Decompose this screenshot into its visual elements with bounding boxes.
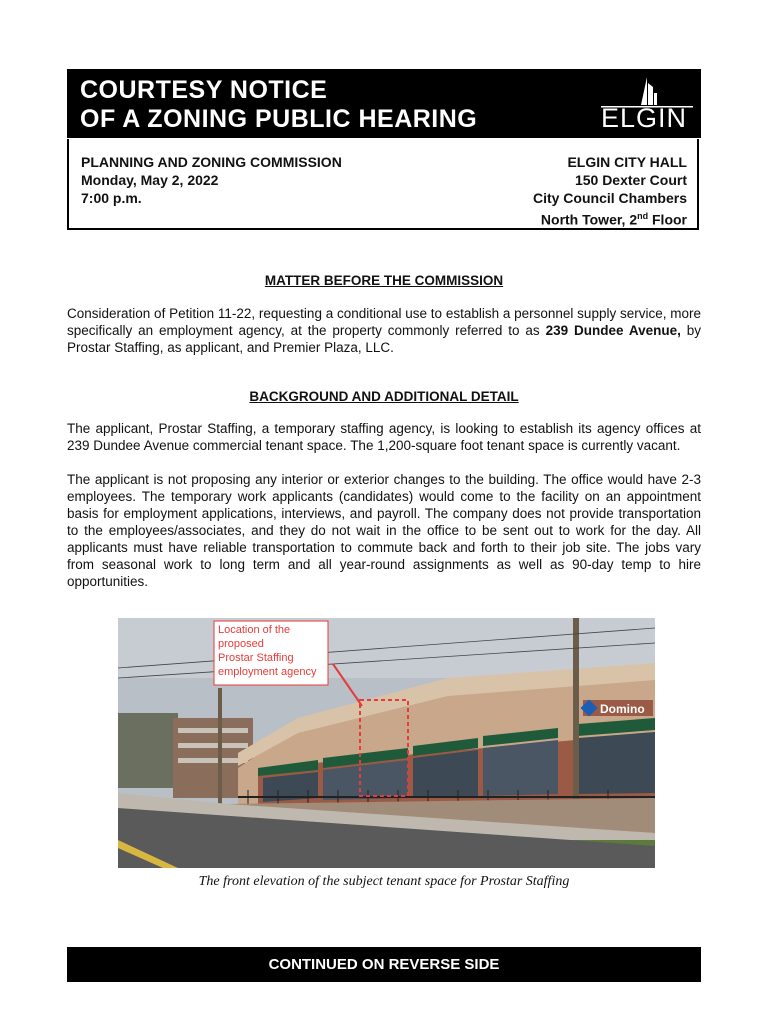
photo-caption: The front elevation of the subject tenant space for Prostar Staffing xyxy=(198,874,570,889)
storefront-illustration xyxy=(118,618,655,868)
matter-paragraph: Consideration of Petition 11-22, requesting a conditional use to establish a personnel supply service, more specifically an employment agency, at the property commonly referred to as 239 Dundee Avenue, by Prostar Staffing, as applicant, and Premier Plaza, LLC. xyxy=(67,306,701,355)
notice-title xyxy=(80,76,477,134)
background-paragraph-1: The applicant, Prostar Staffing, a temporary staffing agency, is looking to establish its agency offices at 239 Dundee Avenue commercial tenant space. The 1,200-square foot tenant space is currently vacant. xyxy=(67,421,701,453)
background-paragraph-2: The applicant is not proposing any interior or exterior changes to the building. The office would have 2-3 employees. The temporary work applicants (candidates) would come to the facility on an appointment basis for employment applications, interviews, and payroll. The company does not provide transportation to the employees/associates, and they do not wait in the office to be sent out to work for the day. All applicants must have reliable transportation to commute back and forth to their job site. The jobs vary from seasonal work to long term and all year-round assignments as well as 90-day temp to hire opportunities. xyxy=(67,472,701,589)
meeting-location xyxy=(533,153,687,229)
callout-line-3: Prostar Staffing xyxy=(218,652,294,664)
meeting-time: 7:00 p.m. xyxy=(81,190,142,206)
title-line-1: COURTESY NOTICE xyxy=(80,76,328,104)
title-line-2: OF A ZONING PUBLIC HEARING xyxy=(80,105,478,133)
location-room: City Council Chambers xyxy=(532,190,687,206)
callout-line-2: proposed xyxy=(218,638,264,650)
meeting-date: Monday, May 2, 2022 xyxy=(81,172,219,188)
matter-heading: MATTER BEFORE THE COMMISSION xyxy=(264,273,504,288)
callout-line-1: Location of the xyxy=(218,624,291,636)
location-address: 150 Dexter Court xyxy=(574,172,687,188)
location-floor: North Tower, 2nd Floor xyxy=(540,211,687,228)
store-sign: Domino xyxy=(600,702,645,716)
site-photo xyxy=(118,618,655,868)
meeting-info-box xyxy=(67,139,699,230)
location-building: ELGIN CITY HALL xyxy=(567,154,687,170)
meeting-details xyxy=(81,153,342,207)
logo-wordmark: ELGIN xyxy=(601,103,688,133)
continued-footer: CONTINUED ON REVERSE SIDE xyxy=(67,947,701,982)
commission-name: PLANNING AND ZONING COMMISSION xyxy=(81,154,342,170)
background-heading: BACKGROUND AND ADDITIONAL DETAIL xyxy=(249,389,519,404)
elgin-logo xyxy=(595,73,695,135)
callout-line-4: employment agency xyxy=(218,666,317,678)
notice-header xyxy=(67,69,701,138)
